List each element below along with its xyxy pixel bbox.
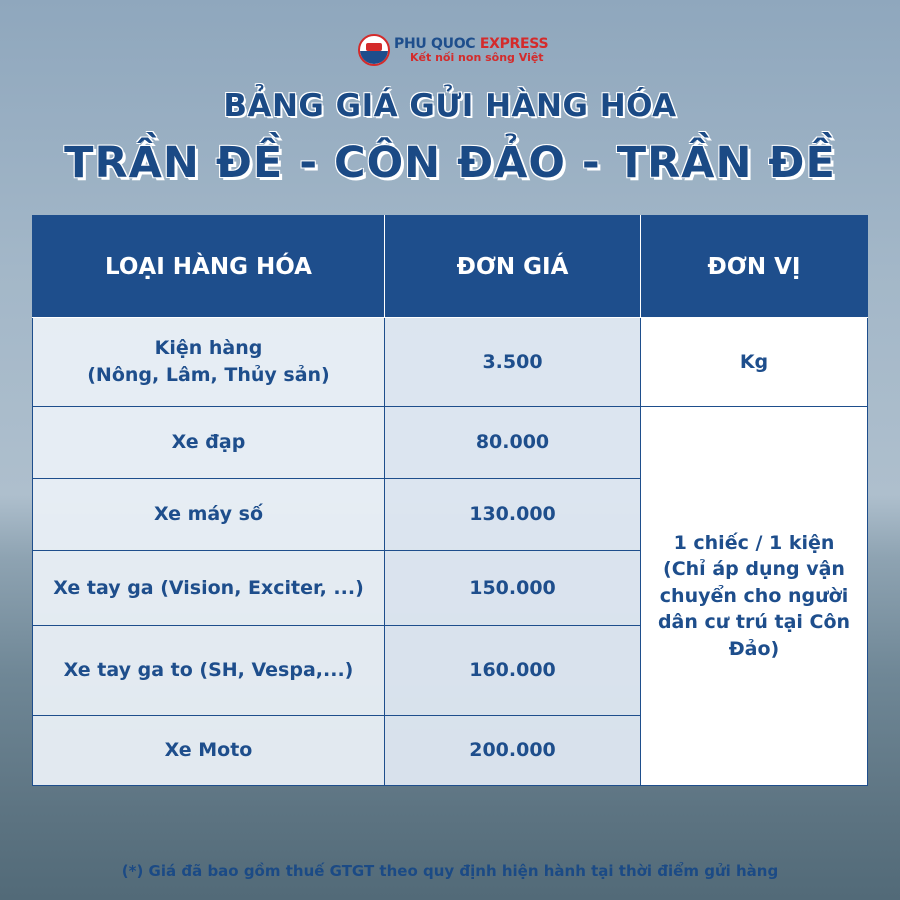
footnote: (*) Giá đã bao gồm thuế GTGT theo quy định hiện hành tại thời điểm gửi hàng xyxy=(121,862,779,880)
unit-price-cell: 160.000 xyxy=(385,626,641,716)
price-table xyxy=(32,215,868,786)
logo-name: PHU QUOC EXPRESS xyxy=(394,35,549,52)
table-row xyxy=(33,318,868,407)
page-title: BẢNG GIÁ GỬI HÀNG HÓA xyxy=(223,88,677,124)
goods-type-cell: Xe máy số xyxy=(33,479,385,551)
unit-cell: Kg xyxy=(641,318,868,407)
route-title: TRẦN ĐỀ - CÔN ĐẢO - TRẦN ĐỀ xyxy=(64,138,836,188)
goods-type-cell: Xe đạp xyxy=(33,407,385,479)
unit-price-cell: 80.000 xyxy=(385,407,641,479)
logo-tagline: Kết nối non sông Việt xyxy=(410,50,544,64)
unit-price-cell: 3.500 xyxy=(385,318,641,407)
header-goods-type: LOẠI HÀNG HÓA xyxy=(33,216,385,318)
unit-price-cell: 130.000 xyxy=(385,479,641,551)
goods-type-cell: Kiện hàng (Nông, Lâm, Thủy sản) xyxy=(33,318,385,407)
goods-type-cell: Xe tay ga (Vision, Exciter, ...) xyxy=(33,551,385,626)
unit-price-cell: 200.000 xyxy=(385,716,641,786)
table-row xyxy=(33,407,868,479)
header-unit-price: ĐƠN GIÁ xyxy=(385,216,641,318)
table-header-row xyxy=(33,216,868,318)
logo-icon xyxy=(358,34,390,66)
goods-type-cell: Xe tay ga to (SH, Vespa,...) xyxy=(33,626,385,716)
header-unit: ĐƠN VỊ xyxy=(641,216,868,318)
unit-price-cell: 150.000 xyxy=(385,551,641,626)
vehicle-unit-cell: 1 chiếc / 1 kiện (Chỉ áp dụng vận chuyển cho người dân cư trú tại Côn Đảo) xyxy=(641,407,868,786)
goods-type-cell: Xe Moto xyxy=(33,716,385,786)
brand-logo xyxy=(358,32,548,68)
